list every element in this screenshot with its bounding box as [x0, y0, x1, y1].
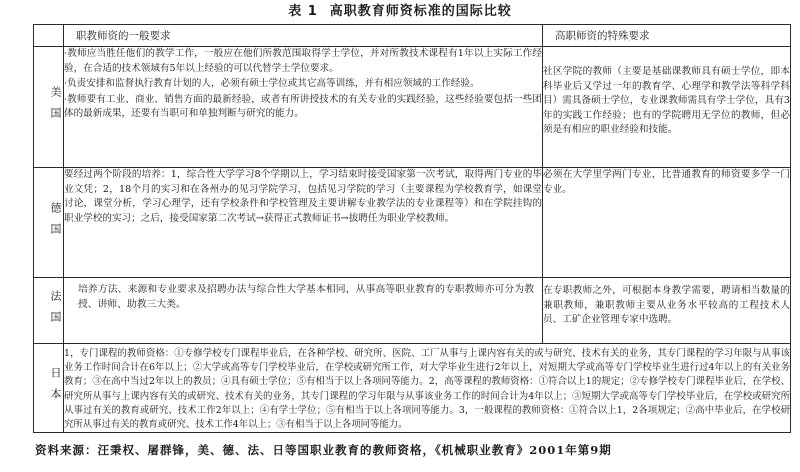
- table-row-usa: [34, 47, 791, 168]
- usa-general-item: ·教师要有工业、商业、销售方面的最新经验，或者有所讲授技术的有关专业的实践经验，这些经验要包括一些团体的最新成果，还要有当职可和单独判断与研究的能力。: [64, 93, 542, 120]
- usa-general-item: ·负责安排和监督执行教育计划的人，必须有硕士学位或其它高等训练，并有相应领域的工作经验。: [64, 78, 480, 90]
- table-row-germany: [34, 168, 791, 278]
- table-title-text: 高职教育师资标准的国际比较: [329, 4, 512, 19]
- country-france: 法国: [34, 278, 64, 344]
- japan-general: [64, 344, 791, 433]
- france-general: [64, 278, 543, 344]
- germany-general-item: 要经过两个阶段的培养：1，综合性大学学习8个学期以上，学习结束时接受国家第一次考试，取得两门专业的毕业文凭；2，18个月的实习和在各州办的见习学院学习，包括见习学院的学习（主要课程为学校教育学，如课堂讨论，课堂分析，学习心理学，还有学校条件和学校管理及主要讲解专业教学法的专业课程等）和在学院挂钩的职业学校的实习；之后，接受国家第二次考试→获得正式教师证书→拔聘任为职业学校教师。: [64, 169, 542, 224]
- comparison-table: [33, 24, 791, 433]
- header-row: [34, 25, 791, 47]
- country-usa: 美国: [34, 47, 64, 168]
- germany-general: [64, 168, 543, 278]
- usa-general: [64, 47, 543, 168]
- source-note: 资料来源：汪秉权、屠群锋，美、德、法、日等国职业教育的教师资格，《机械职业教育》2001年第9期: [35, 443, 612, 457]
- header-country-cell: [34, 25, 64, 47]
- country-japan: 日本: [34, 344, 64, 433]
- france-specific: 在专职教师之外，可根据本身教学需要，聘请相当数量的兼职教师，兼职教师主要从业务水平较高的工程技术人员、工矿企业管理专家中选聘。: [543, 278, 791, 344]
- table-title: [0, 3, 800, 21]
- header-general: 职教师资的一般要求: [64, 25, 543, 47]
- country-germany: 德国: [34, 168, 64, 278]
- table-row-japan: [34, 344, 791, 433]
- table-row-france: [34, 278, 791, 344]
- table-number: 表 1: [288, 4, 318, 19]
- usa-general-item: ·教师应当胜任他们的教学工作，一般应在他们所教范围取得学士学位，并对所教技术课程有1年以上实际工作经验，在合适的技术领域有5年以上经验的可以代替学士学位要求。: [64, 48, 542, 74]
- header-specific: 高职师资的特殊要求: [543, 25, 791, 47]
- france-general-item: 培养方法、来源和专业要求及招聘办法与综合性大学基本相同，从事高等职业教育的专职教师亦可分为教授、讲师、助教三大类。: [78, 284, 534, 310]
- germany-specific: 必须在大学里学两门专业，比普通教育的师资要多学一门专业。: [543, 168, 791, 278]
- usa-specific: 社区学院的教师（主要是基础课教师具有硕士学位，即本科毕业后又学过一年的教育学、心理学和教学法等科学科目）需具备硕士学位，专业课教师需具有学士学位，具有3年的实践工作经验；也有的学院聘用无学位的教师，但必须是有相应的职业经验和技能。: [543, 47, 791, 168]
- japan-general-item: 1，专门课程的教师资格：①专修学校专门课程毕业后，在各种学校、研究所、医院、工厂从事与上课内容有关的或与研究、技术有关的业务，其专门课程的学习年限与从事该业务工作时间合计在6年以上；②大学或高等专门学校毕业后，在学校或研究所工作，对大学毕业生进行2年以上，对短期大学或高等专门学校毕业生进行过4年以上的有关业务教育；③在高中当过2年以上的教员；④具有硕士学位；⑤有相当于以上各项同等能力。2，高等课程的教师资格：①符合以上1的规定；②专修学校专门课程毕业后，在学校、研究所从事与上课内容有关的或研究、技术有关的业务，其专门课程的学习年限与从事该业务工作的时间合计为4年以上；③短期大学或高等专门学校毕业后，在学校或研究所从事过有关的教育或研究、技术工作2年以上；④有学士学位；⑤有相当于以上各项同等能力。3，一般课程的教师资格：①符合以上1，2各项规定；②高中毕业后，在学校研究所从事过有关的教育或研究、技术工作4年以上；③有相当于以上各项同等能力。: [64, 348, 790, 431]
